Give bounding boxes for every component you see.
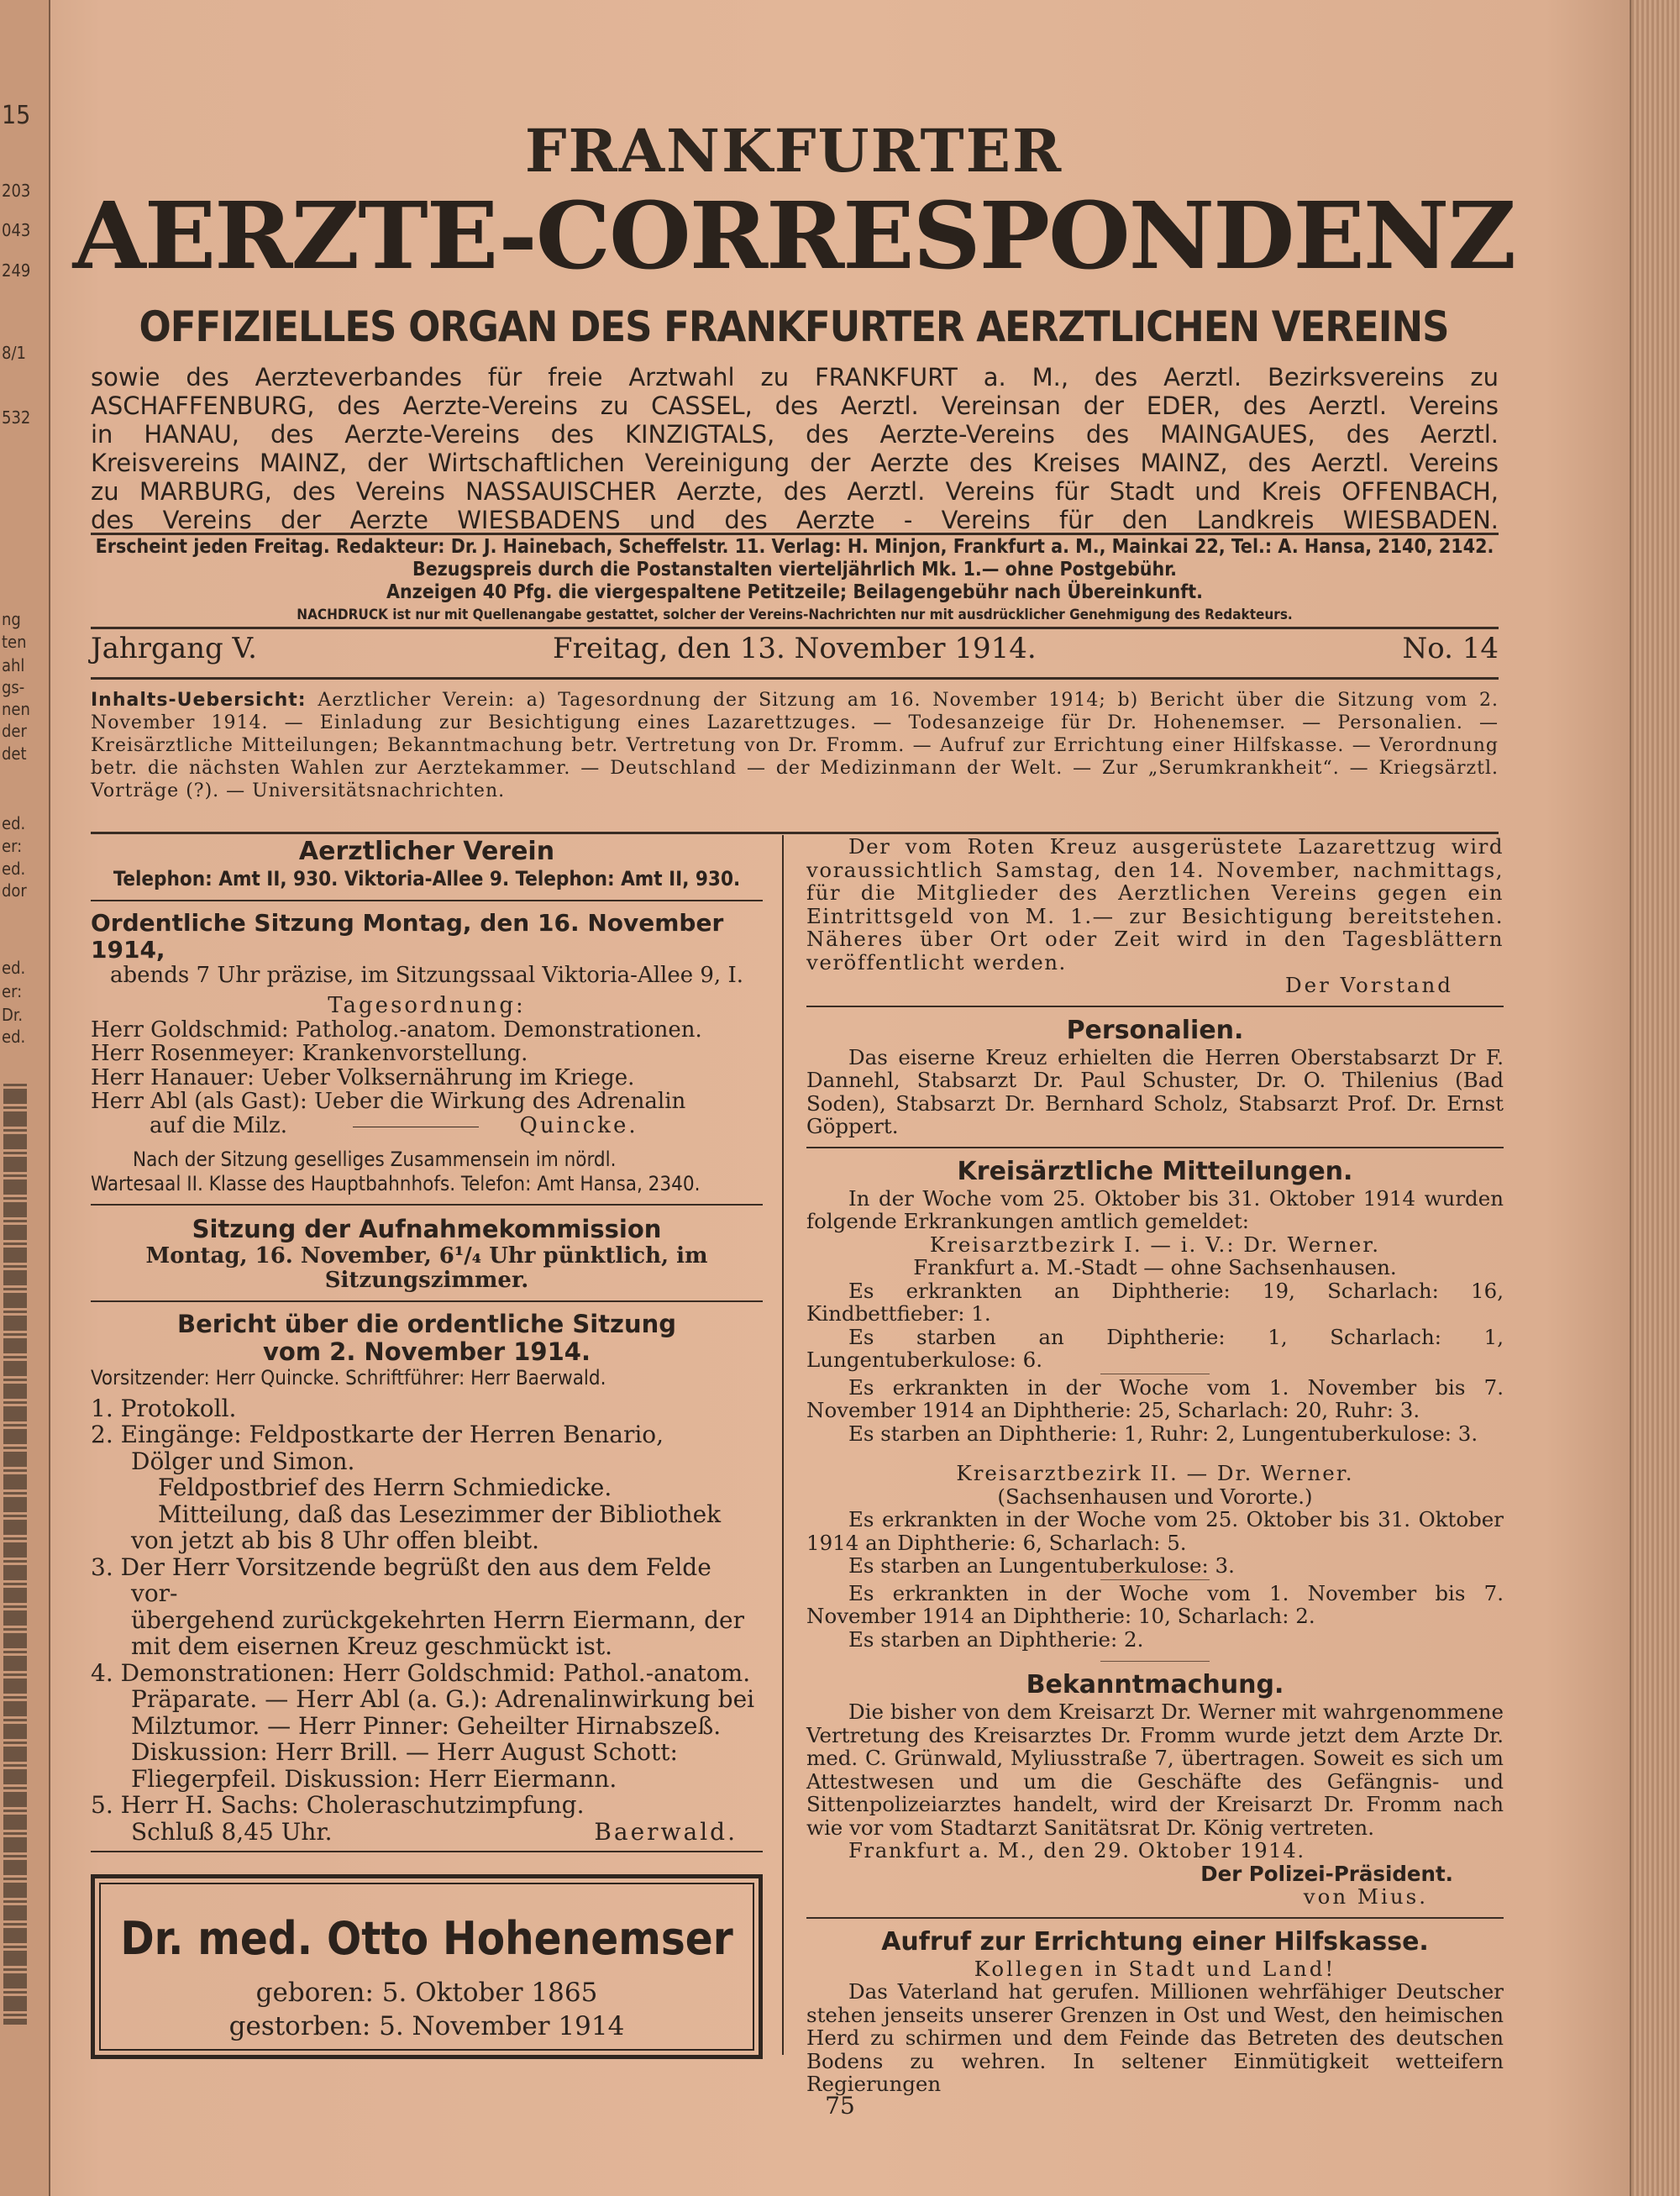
- bericht-item: Milztumor. — Herr Pinner: Geheilter Hirnabszeß.: [131, 1711, 722, 1740]
- schluss-line: [91, 1819, 763, 1846]
- divider: [91, 900, 763, 901]
- agenda-item: Herr Hanauer: Ueber Volksernährung im Kriege.: [91, 1064, 635, 1090]
- after-meeting-note: Wartesaal II. Klasse des Hauptbahnhofs. Telefon: Amt Hansa, 2340.: [91, 1171, 701, 1195]
- kreis-intro: In der Woche vom 25. Oktober bis 31. Oktober 1914 wurden folgende Erkrankungen amtlich gemeldet:: [806, 1185, 1504, 1233]
- toc-label: Inhalts-Uebersicht:: [91, 690, 307, 711]
- edge-label: er:: [2, 981, 23, 1001]
- kreis-stat: Es erkrankten in der Woche vom 25. Oktober bis 31. Oktober 1914 an Diphtherie: 6, Scharlach: 5.: [806, 1507, 1504, 1555]
- edge-label: gs-: [2, 677, 25, 697]
- schluss-time: Schluß 8,45 Uhr.: [131, 1817, 333, 1846]
- bericht-item: von jetzt ab bis 8 Uhr offen bleibt.: [131, 1526, 540, 1554]
- divider: [806, 1917, 1504, 1919]
- edge-label: 203: [2, 181, 31, 201]
- edge-label: er:: [2, 836, 23, 856]
- bericht-item: mit dem eisernen Kreuz geschmückt ist.: [131, 1632, 612, 1660]
- bekannt-signature: von Mius.: [1303, 1884, 1428, 1909]
- associations-line: sowie des Aerzteverbandes für freie Arztwahl zu FRANKFURT a. M., des Aerztl. Bezirksvereins zu: [91, 363, 1499, 391]
- bezirk-subheading: Frankfurt a. M.-Stadt — ohne Sachsenhausen.: [913, 1255, 1397, 1279]
- bericht-item: Feldpostbrief des Herrn Schmiedicke.: [158, 1474, 612, 1501]
- bericht-item: Mitteilung, daß das Lesezimmer der Bibliothek: [158, 1500, 722, 1528]
- personalien-text: Das eiserne Kreuz erhielten die Herren Oberstabsarzt Dr F. Dannehl, Stabsarzt Dr. Paul Schuster, Dr. O. Thilenius (Bad Soden), Stabsarzt Dr. Bernhard Scholz, Stabsarzt Prof. Dr. Ernst Göppert.: [806, 1044, 1504, 1138]
- bericht-item: 1. Protokoll.: [91, 1394, 237, 1422]
- lazarett-signature: Der Vorstand: [1284, 973, 1453, 997]
- kreis-stat: Es starben an Diphtherie: 2.: [848, 1626, 1144, 1652]
- bekannt-title: Bekanntmachung.: [1026, 1670, 1284, 1700]
- edge-label: ten: [2, 632, 27, 652]
- bericht-item: 2. Eingänge: Feldpostkarte der Herren Benario,: [91, 1421, 664, 1448]
- masthead-title: AERZTE-CORRESPONDENZ: [72, 181, 1515, 290]
- associations-line: zu MARBURG, des Vereins NASSAUISCHER Aerzte, des Aerztl. Vereins für Stadt und Kreis OFFENBACH,: [91, 477, 1499, 506]
- associations-line: in HANAU, des Aerzte-Vereins des KINZIGTALS, des Aerzte-Vereins des MAINGAUES, des Aerztl.: [91, 420, 1499, 449]
- edge-label: der: [2, 721, 27, 741]
- kreis-stat: Es starben an Lungentuberkulose: 3.: [848, 1553, 1235, 1578]
- edge-label: ed.: [2, 958, 26, 978]
- masthead-subtitle: OFFIZIELLES ORGAN DES FRANKFURTER AERZTLICHEN VEREINS: [139, 302, 1449, 351]
- bekannt-signature: Der Polizei-Präsident.: [1200, 1861, 1453, 1886]
- bericht-item: Dölger und Simon.: [131, 1447, 355, 1475]
- edge-label: ed.: [2, 1027, 26, 1047]
- column-divider: [782, 835, 784, 2055]
- right-column: [806, 835, 1504, 2096]
- aufnahme-subtitle: Montag, 16. November, 6¹/₄ Uhr pünktlich, im Sitzungszimmer.: [145, 1243, 708, 1293]
- imprint: [91, 536, 1499, 627]
- edge-label: ahl: [2, 655, 25, 675]
- left-column: [91, 835, 763, 2059]
- bekannt-place: Frankfurt a. M., den 29. Oktober 1914.: [848, 1838, 1305, 1862]
- kreis-stat: Es erkrankten an Diphtherie: 19, Scharlach: 16, Kindbettfieber: 1.: [806, 1278, 1504, 1326]
- edge-label: 8/1: [2, 343, 26, 363]
- divider: [91, 1851, 763, 1852]
- volume-label: Jahrgang V.: [91, 632, 257, 665]
- short-rule: [1100, 1579, 1210, 1580]
- agenda-item: Herr Goldschmid: Patholog.-anatom. Demonstrationen.: [91, 1017, 702, 1043]
- divider: [91, 1204, 763, 1206]
- aufruf-text: Das Vaterland hat gerufen. Millionen wehrfähiger Deutscher stehen jenseits unserer Grenzen in Ost und West, den heimischen Herd zu schirmen und dem Feinde das Betreten des deutschen Bodens zu wehren. In seltener Einmütigkeit wetteifern Regierungen: [806, 1979, 1504, 2096]
- associations-line: ASCHAFFENBURG, des Aerzte-Vereins zu CASSEL, des Aerztl. Vereinsan der EDER, des Aerztl. Vereins: [91, 391, 1499, 420]
- bezirk-subheading: (Sachsenhausen und Vororte.): [997, 1484, 1313, 1509]
- imprint-line: NACHDRUCK ist nur mit Quellenangabe gestattet, solcher der Vereins-Nachrichten nur mit ausdrücklicher Genehmigung des Redakteurs.: [297, 607, 1293, 623]
- aufnahme-title: Sitzung der Aufnahmekommission: [192, 1215, 662, 1243]
- associations-line: Kreisvereins MAINZ, der Wirtschaftlichen Vereinigung der Aerzte des Kreises MAINZ, des Aerztl. Vereins: [91, 449, 1499, 477]
- schluss-signature: Baerwald.: [594, 1817, 738, 1846]
- edge-label: 249: [2, 260, 31, 281]
- bericht-item: 3. Der Herr Vorsitzende begrüßt den aus dem Felde vor-: [91, 1552, 711, 1607]
- short-rule: [1100, 1661, 1210, 1662]
- after-meeting-note: Nach der Sitzung geselliges Zusammensein im nördl.: [133, 1148, 617, 1171]
- issue-date: Freitag, den 13. November 1914.: [553, 632, 1037, 665]
- bezirk-heading: Kreisarztbezirk I. — i. V.: Dr. Werner.: [929, 1232, 1381, 1257]
- imprint-line: Anzeigen 40 Pfg. die viergespaltene Petitzeile; Beilagengebühr nach Übereinkunft.: [386, 581, 1204, 603]
- sitzung-title: Ordentliche Sitzung Montag, den 16. November 1914,: [91, 908, 724, 964]
- aufruf-greeting: Kollegen in Stadt und Land!: [974, 1956, 1336, 1981]
- edge-label: det: [2, 743, 27, 764]
- issue-number: No. 14: [1402, 632, 1499, 665]
- bericht-item: 5. Herr H. Sachs: Choleraschutzimpfung.: [91, 1791, 585, 1819]
- bericht-items: [91, 1395, 763, 1819]
- imprint-line: Erscheint jeden Freitag. Redakteur: Dr. J. Hainebach, Scheffelstr. 11. Verlag: H. Minjon, Frankfurt a. M., Mainkai 22, Tel.: A. Hansa, 2140, 2142.: [95, 536, 1494, 558]
- death-notice-died: gestorben: 5. November 1914: [228, 2010, 625, 2041]
- bericht-item: 4. Demonstrationen: Herr Goldschmid: Pathol.-anatom.: [91, 1658, 751, 1687]
- kreis-stat: Es erkrankten in der Woche vom 1. November bis 7. November 1914 an Diphtherie: 25, Scharlach: 20, Ruhr: 3.: [806, 1374, 1504, 1422]
- agenda-item: Herr Rosenmeyer: Krankenvorstellung.: [91, 1041, 528, 1066]
- edge-label: Dr.: [2, 1005, 24, 1025]
- kreis-stat: Es starben an Diphtherie: 1, Scharlach: 1, Lungentuberkulose: 6.: [806, 1324, 1504, 1372]
- agenda-item: [91, 1114, 763, 1138]
- agenda-heading: Tagesordnung:: [328, 993, 526, 1018]
- associations-list: [91, 363, 1499, 534]
- verein-contact: Telephon: Amt II, 930. Viktoria-Allee 9. Telephon: Amt II, 930.: [113, 867, 741, 890]
- bericht-item: Diskussion: Herr Brill. — Herr August Schott:: [131, 1738, 678, 1766]
- bericht-item: übergehend zurückgekehrten Herrn Eiermann, der: [131, 1605, 744, 1634]
- personalien-title: Personalien.: [1066, 1015, 1244, 1045]
- binding-strip: [0, 0, 50, 2196]
- bericht-item: Fliegerpfeil. Diskussion: Herr Eiermann.: [131, 1764, 617, 1793]
- bericht-item: Präparate. — Herr Abl (a. G.): Adrenalinwirkung bei: [131, 1685, 755, 1713]
- binding-ornament: [3, 1084, 27, 2025]
- table-of-contents: [91, 689, 1499, 802]
- death-notice-name: Dr. med. Otto Hohenemser: [120, 1911, 733, 1965]
- masthead-line1: FRANKFURTER: [524, 116, 1063, 186]
- imprint-line: Bezugspreis durch die Postanstalten vierteljährlich Mk. 1.— ohne Postgebühr.: [412, 559, 1178, 581]
- divider: [91, 677, 1499, 680]
- bericht-title: Bericht über die ordentliche Sitzung: [176, 1310, 676, 1338]
- agenda-item: Herr Abl (als Gast): Ueber die Wirkung des Adrenalin: [91, 1089, 686, 1114]
- edge-label: ng: [2, 609, 21, 629]
- edge-label: 532: [2, 407, 31, 428]
- section-title: Aerztlicher Verein: [298, 837, 555, 866]
- divider: [806, 1006, 1504, 1007]
- toc-text: Aerztlicher Verein: a) Tagesordnung der Sitzung am 16. November 1914; b) Bericht über die Sitzung vom 2. November 1914. — Einladung zur Besichtigung eines Lazarettzuges. — Todesanzeige für Dr. Hohenemser. — Personalien. — Kreisärztliche Mitteilungen; Bekanntmachung betr. Vertretung von Dr. Fromm. — Aufruf zur Errichtung einer Hilfskasse. — Verordnung betr. die nächsten Wahlen zur Aerztekammer. — Deutschland — der Medizinmann der Welt. — Zur „Serumkrankheit“. — Kriegsärztl. Vorträge (?). — Universitätsnachrichten.: [91, 690, 1499, 801]
- edge-label: nen: [2, 699, 30, 719]
- edge-label: ed.: [2, 859, 26, 879]
- kreis-stat: Es starben an Diphtherie: 1, Ruhr: 2, Lungentuberkulose: 3.: [848, 1421, 1478, 1446]
- lazarett-text: Der vom Roten Kreuz ausgerüstete Lazarettzug wird voraussichtlich Samstag, den 14. November, nachmittags, für die Mitglieder des Aerztlichen Vereins gegen ein Eintrittsgeld von M. 1.— zur Besichtigung bereitstehen. Näheres über Ort oder Zeit wird in den Tagesblättern veröffentlicht werden.: [806, 834, 1504, 975]
- edge-label: dor: [2, 880, 27, 901]
- bericht-chair: Vorsitzender: Herr Quincke. Schriftführer: Herr Baerwald.: [91, 1366, 606, 1390]
- agenda-signature: Quincke.: [519, 1112, 638, 1138]
- page-number: 75: [825, 2092, 855, 2120]
- edge-label: ed.: [2, 813, 26, 833]
- divider: [91, 627, 1499, 629]
- kreis-stat: Es erkrankten in der Woche vom 1. November bis 7. November 1914 an Diphtherie: 10, Scharlach: 2.: [806, 1580, 1504, 1628]
- bezirk-heading: Kreisarztbezirk II. — Dr. Werner.: [956, 1461, 1354, 1485]
- aufruf-title: Aufruf zur Errichtung einer Hilfskasse.: [881, 1926, 1429, 1957]
- death-notice: [91, 1874, 763, 2059]
- bericht-title: vom 2. November 1914.: [263, 1337, 591, 1366]
- kreis-title: Kreisärztliche Mitteilungen.: [957, 1156, 1353, 1186]
- edge-label: 15: [2, 101, 31, 130]
- page-stack-edge: [1630, 0, 1680, 2196]
- associations-line: des Vereins der Aerzte WIESBADENS und des Aerzte - Vereins für den Landkreis WIESBADEN.: [91, 506, 1499, 534]
- divider: [91, 1300, 763, 1302]
- death-notice-born: geboren: 5. Oktober 1865: [255, 1977, 598, 2008]
- bekannt-text: Die bisher von dem Kreisarzt Dr. Werner mit wahrgenommene Vertretung des Kreisarztes Dr. Fromm wurde jetzt dem Arzte Dr. med. C. Grünwald, Myliusstraße 7, übertragen. Soweit es sich um Attestwesen und um die Geschäfte des Gefängnis- und Sittenpolizeiarztes handelt, wird der Kreisarzt Dr. Fromm nach wie vor vom Stadtarzt Sanitätsrat Dr. König vertreten.: [806, 1700, 1504, 1840]
- divider: [806, 1147, 1504, 1148]
- sitzung-subtitle: abends 7 Uhr präzise, im Sitzungssaal Viktoria-Allee 9, I.: [109, 962, 743, 988]
- divider: [91, 533, 1499, 535]
- agenda-item-cont: auf die Milz.: [150, 1112, 287, 1138]
- edge-label: 043: [2, 220, 31, 240]
- masthead: [72, 116, 1515, 353]
